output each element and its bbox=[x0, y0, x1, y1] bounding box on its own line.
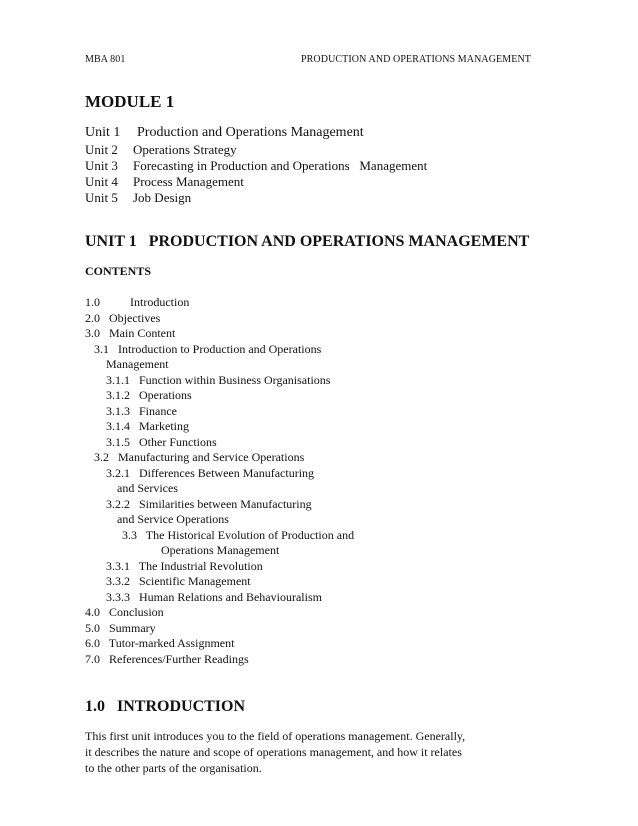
contents-label: CONTENTS bbox=[85, 264, 152, 278]
toc-item: 3.3 The Historical Evolution of Production and bbox=[122, 527, 355, 542]
unit-title: Process Management bbox=[133, 174, 244, 189]
toc-item: 3.1.3 Finance bbox=[106, 403, 177, 418]
unit-heading: UNIT 1 PRODUCTION AND OPERATIONS MANAGEMENT bbox=[85, 233, 530, 250]
unit-row bbox=[85, 158, 427, 174]
unit-number: Unit 3 bbox=[85, 158, 118, 173]
running-header-left: MBA 801 bbox=[85, 54, 126, 65]
toc-item: 3.1.2 Operations bbox=[106, 388, 192, 402]
unit-number: Unit 2 bbox=[85, 142, 118, 157]
unit-title: Production and Operations Management bbox=[137, 125, 364, 140]
toc-item: 3.2 Manufacturing and Service Operations bbox=[94, 450, 305, 464]
unit-row bbox=[85, 142, 427, 158]
introduction-paragraph bbox=[85, 728, 515, 776]
unit-row bbox=[85, 190, 427, 206]
unit-number: Unit 1 bbox=[85, 125, 121, 140]
toc-item: Operations Management bbox=[161, 543, 280, 557]
paragraph-line: to the other parts of the organisation. bbox=[85, 761, 262, 775]
toc-item: 5.0 Summary bbox=[85, 620, 156, 635]
toc-item: 1.0 Introduction bbox=[85, 295, 190, 309]
running-header-right: PRODUCTION AND OPERATIONS MANAGEMENT bbox=[301, 54, 531, 65]
toc-item: and Service Operations bbox=[117, 512, 229, 526]
module-title: MODULE 1 bbox=[85, 92, 175, 111]
toc-item: 3.3.1 The Industrial Revolution bbox=[106, 558, 263, 573]
toc-item: 3.1.4 Marketing bbox=[106, 419, 189, 433]
unit-title: Forecasting in Production and Operations Management bbox=[133, 158, 428, 173]
toc-item: 3.3.3 Human Relations and Behaviouralism bbox=[106, 589, 322, 604]
toc-item: 6.0 Tutor-marked Assignment bbox=[85, 636, 235, 650]
toc-item: 3.2.2 Similarities between Manufacturing bbox=[106, 496, 312, 511]
toc-item: 3.1.1 Function within Business Organisations bbox=[106, 372, 331, 387]
unit-list bbox=[85, 124, 427, 206]
table-of-contents bbox=[85, 295, 354, 667]
toc-item: Management bbox=[106, 357, 169, 371]
unit-number: Unit 4 bbox=[85, 174, 118, 189]
toc-item: 3.1.5 Other Functions bbox=[106, 434, 217, 449]
unit-row bbox=[85, 124, 427, 142]
toc-item: 3.2.1 Differences Between Manufacturing bbox=[106, 465, 315, 480]
section-heading-introduction: 1.0 INTRODUCTION bbox=[85, 698, 246, 715]
unit-title: Operations Strategy bbox=[133, 142, 237, 157]
toc-item: 3.3.2 Scientific Management bbox=[106, 574, 251, 588]
unit-row bbox=[85, 174, 427, 190]
toc-item: 3.1 Introduction to Production and Operations bbox=[94, 341, 322, 356]
toc-item: 3.0 Main Content bbox=[85, 326, 176, 340]
unit-number: Unit 5 bbox=[85, 190, 118, 205]
toc-item: and Services bbox=[117, 481, 178, 495]
paragraph-line: This first unit introduces you to the field of operations management. Generally, bbox=[85, 729, 466, 743]
toc-item: 4.0 Conclusion bbox=[85, 605, 164, 619]
toc-item: 2.0 Objectives bbox=[85, 310, 161, 325]
paragraph-line: it describes the nature and scope of operations management, and how it relates bbox=[85, 745, 462, 759]
unit-title: Job Design bbox=[133, 190, 192, 205]
toc-item: 7.0 References/Further Readings bbox=[85, 651, 249, 666]
